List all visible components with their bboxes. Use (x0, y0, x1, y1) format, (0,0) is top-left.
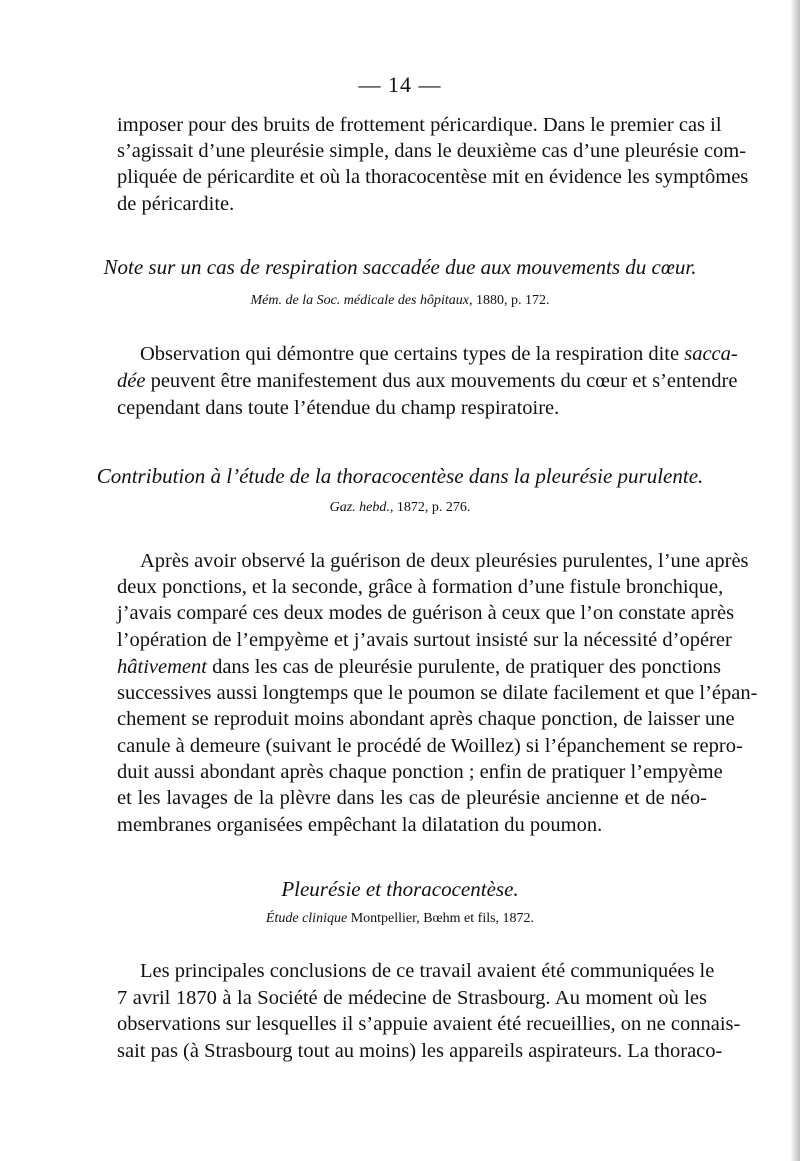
reference-details: 1872, p. 276. (396, 500, 471, 515)
paragraph-line: sait pas (à Strasbourg tout au moins) les appareils aspirateurs. La thoraco- (117, 1040, 723, 1062)
line-text: dans les cas de pleurésie purulente, de pratiquer des ponctions (212, 656, 721, 678)
paragraph-line: de péricardite. (117, 193, 235, 215)
reference-source: Étude clinique (265, 911, 348, 926)
section-reference (0, 910, 800, 928)
paragraph-line: 7 avril 1870 à la Société de médecine de Strasbourg. Au moment où les (117, 987, 707, 1009)
reference-source: Gaz. hebd., (329, 500, 394, 515)
section-title: Contribution à l’étude de la thoracocentèse dans la pleurésie purulente. (96, 464, 704, 488)
paragraph-line: deux ponctions, et la seconde, grâce à formation d’une fistule bronchique, (117, 576, 724, 598)
paragraph-line (117, 368, 738, 394)
section-reference (0, 499, 800, 517)
line-text: Observation qui démontre que certains types de la respiration dite (140, 343, 680, 365)
paragraph-line: chement se reproduit moins abondant après chaque ponction, de laisser une (117, 708, 735, 730)
paragraph-line: observations sur lesquelles il s’appuie avaient été recueillies, on ne connais- (117, 1013, 741, 1035)
italic-word: dée (117, 370, 146, 392)
section-title: Note sur un cas de respiration saccadée due aux mouvements du cœur. (103, 255, 697, 279)
paragraph-line (140, 341, 738, 367)
reference-source: Mém. de la Soc. médicale des hôpitaux, (250, 293, 473, 308)
paragraph-line: Les principales conclusions de ce travail avaient été communiquées le (140, 960, 715, 982)
paragraph-line: et les lavages de la plèvre dans les cas de pleurésie ancienne et de néo- (117, 787, 707, 809)
reference-details: 1880, p. 172. (476, 293, 550, 308)
paragraph-line: canule à demeure (suivant le procédé de Woillez) si l’épanchement se repro- (117, 735, 743, 757)
section-title: Pleurésie et thoracocentèse. (281, 877, 519, 901)
paragraph-line: imposer pour des bruits de frottement péricardique. Dans le premier cas il (117, 114, 722, 136)
paragraph-line: Après avoir observé la guérison de deux pleurésies purulentes, l’une après (140, 550, 749, 572)
paragraph-line: successives aussi longtemps que le poumon se dilate facilement et que l’épan- (117, 682, 758, 704)
paragraph-line (117, 654, 721, 680)
page-edge-shadow (790, 0, 800, 1161)
line-text: peuvent être manifestement dus aux mouvements du cœur et s’entendre (150, 370, 738, 392)
italic-word: sacca- (684, 343, 738, 365)
paragraph-line: cependant dans toute l’étendue du champ respiratoire. (117, 397, 560, 419)
paragraph-line: j’avais comparé ces deux modes de guérison à ceux que l’on constate après (117, 602, 735, 624)
page-number: — 14 — (358, 72, 442, 97)
section-reference (0, 292, 800, 310)
reference-details: Montpellier, Bœhm et fils, 1872. (350, 911, 535, 926)
paragraph-line: pliquée de péricardite et où la thoracocentèse mit en évidence les symptômes (117, 166, 749, 188)
paragraph-line: s’agissait d’une pleurésie simple, dans le deuxième cas d’une pleurésie com- (117, 140, 747, 162)
paragraph-line: membranes organisées empêchant la dilatation du poumon. (117, 814, 603, 836)
italic-word: hâtivement (117, 656, 207, 678)
paragraph-line: duit aussi abondant après chaque ponction ; enfin de pratiquer l’empyème (117, 761, 723, 783)
paragraph-line: l’opération de l’empyème et j’avais surtout insisté sur la nécessité d’opérer (117, 629, 732, 651)
